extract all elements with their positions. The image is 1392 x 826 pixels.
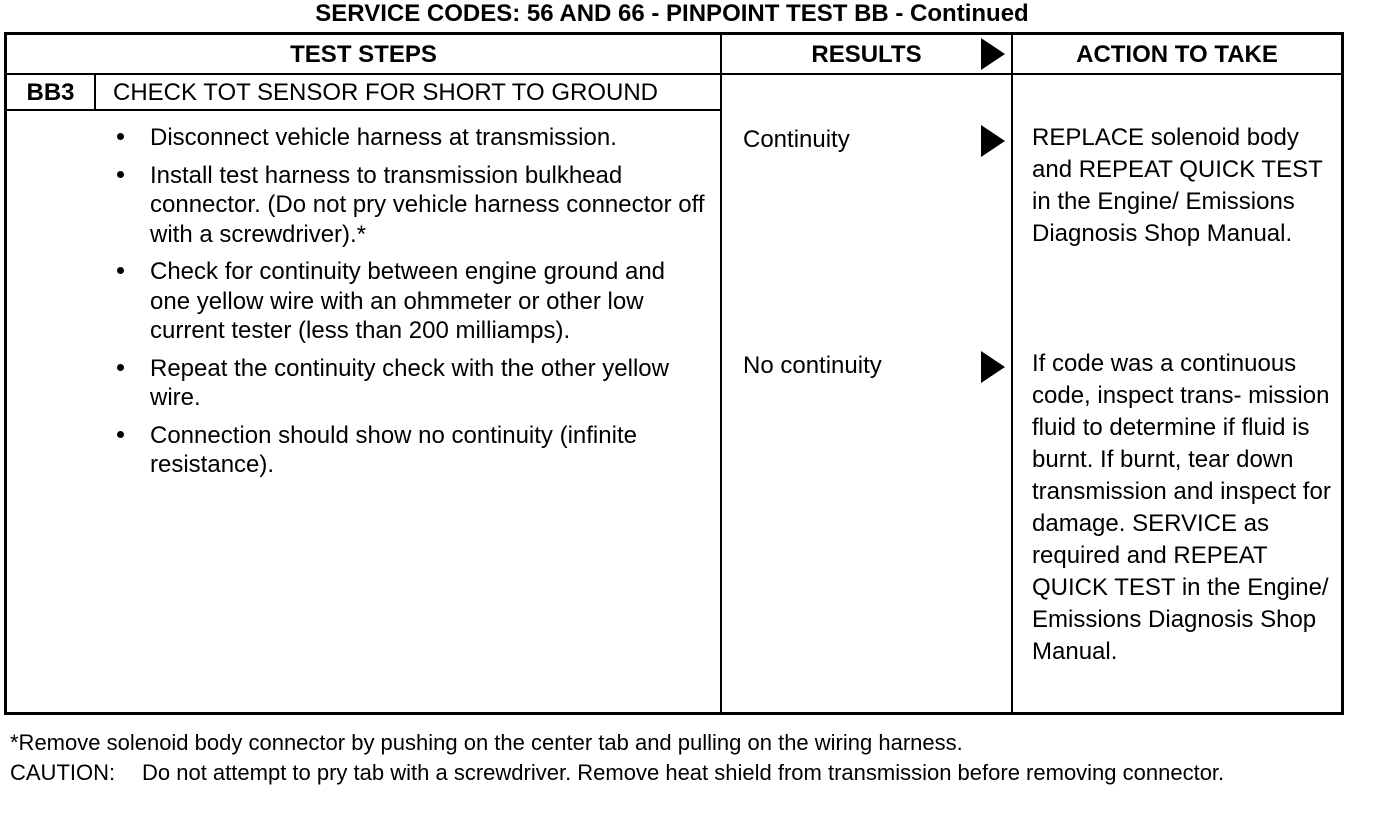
result-no-continuity: No continuity (743, 352, 882, 379)
page-title: SERVICE CODES: 56 AND 66 - PINPOINT TEST BB - Continued (315, 0, 1029, 27)
bullet-icon (117, 171, 124, 178)
test-step-list (109, 123, 709, 488)
list-item: Check for continuity between engine ground and one yellow wire with an ohmmeter or other low current tester (less than 200 milliamps). (109, 257, 709, 346)
step-title-divider (7, 109, 720, 111)
list-item: Repeat the continuity check with the other yellow wire. (109, 354, 709, 413)
column-divider (1011, 35, 1013, 712)
header-results: RESULTS (811, 41, 922, 68)
bullet-icon (117, 133, 124, 140)
header-action-to-take: ACTION TO TAKE (1076, 41, 1278, 68)
caution-label: CAUTION: (10, 760, 116, 785)
list-item: Install test harness to transmission bulkhead connector. (Do not pry vehicle harness connector off with a screwdriver).* (109, 161, 709, 250)
pinpoint-test-table (4, 32, 1344, 715)
column-divider (720, 35, 722, 712)
footnote: *Remove solenoid body connector by pushing on the center tab and pulling on the wiring harness. (10, 730, 963, 755)
header-test-steps: TEST STEPS (290, 41, 437, 68)
arrow-right-icon (981, 351, 1005, 383)
result-continuity: Continuity (743, 126, 850, 153)
action-no-continuity: If code was a continuous code, inspect trans- mission fluid to determine if fluid is burnt. If burnt, tear down transmission and inspect for damage. SERVICE as required and REPEAT QUICK TEST in the Engine/ Emissions Diagnosis Shop Manual. (1032, 350, 1331, 665)
action-continuity: REPLACE solenoid body and REPEAT QUICK TEST in the Engine/ Emissions Diagnosis Shop Manual. (1032, 124, 1323, 247)
bullet-icon (117, 267, 124, 274)
step-title: CHECK TOT SENSOR FOR SHORT TO GROUND (113, 79, 658, 106)
arrow-right-icon (981, 38, 1005, 70)
bullet-icon (117, 431, 124, 438)
list-item: Connection should show no continuity (infinite resistance). (109, 421, 709, 480)
caution-text: Do not attempt to pry tab with a screwdriver. Remove heat shield from transmission before removing connector. (142, 760, 1225, 785)
step-id: BB3 (7, 75, 96, 109)
arrow-right-icon (981, 125, 1005, 157)
list-item: Disconnect vehicle harness at transmission. (109, 123, 709, 153)
bullet-icon (117, 364, 124, 371)
